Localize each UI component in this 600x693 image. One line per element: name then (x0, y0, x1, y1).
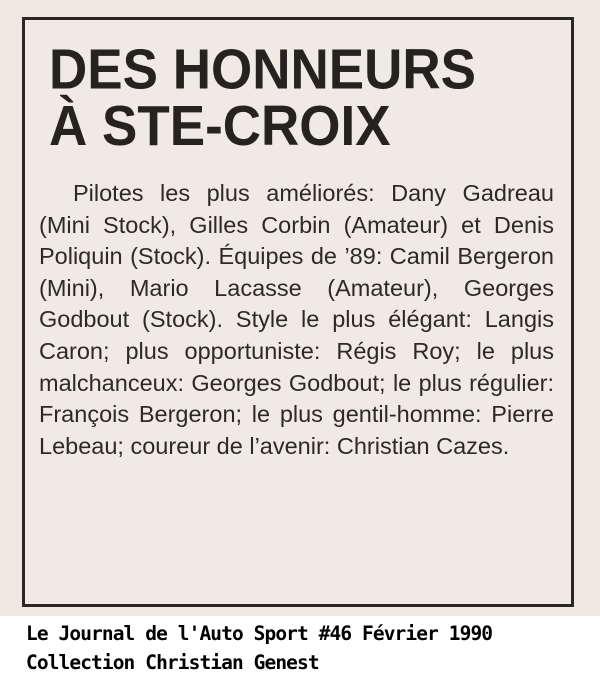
article-box (22, 17, 574, 607)
article-paragraph: Pilotes les plus améliorés: Dany Gadreau (Mini Stock), Gilles Corbin (Amateur) et Denis Poliquin (Stock). Équipes de ’89: Camil Bergeron (Mini), Mario Lacasse (Amateur), Georges Godbout (Stock). Style le plus élégant: Langis Caron; plus opportuniste: Régis Roy; le plus malchanceux: Georges Godbout; le plus régulier: François Bergeron; le plus gentil-homme: Pierre Lebeau; coureur de l’avenir: Christian Cazes. (39, 180, 554, 459)
caption-collection-line: Collection Christian Genest (26, 651, 319, 674)
article-body (39, 178, 554, 462)
headline-line-2: À STE-CROIX (49, 95, 391, 158)
source-caption (26, 619, 492, 677)
article-headline (49, 38, 477, 158)
caption-source-line: Le Journal de l'Auto Sport #46 Février 1990 (26, 622, 493, 645)
headline-line-1: DES HONNEURS (49, 38, 477, 102)
